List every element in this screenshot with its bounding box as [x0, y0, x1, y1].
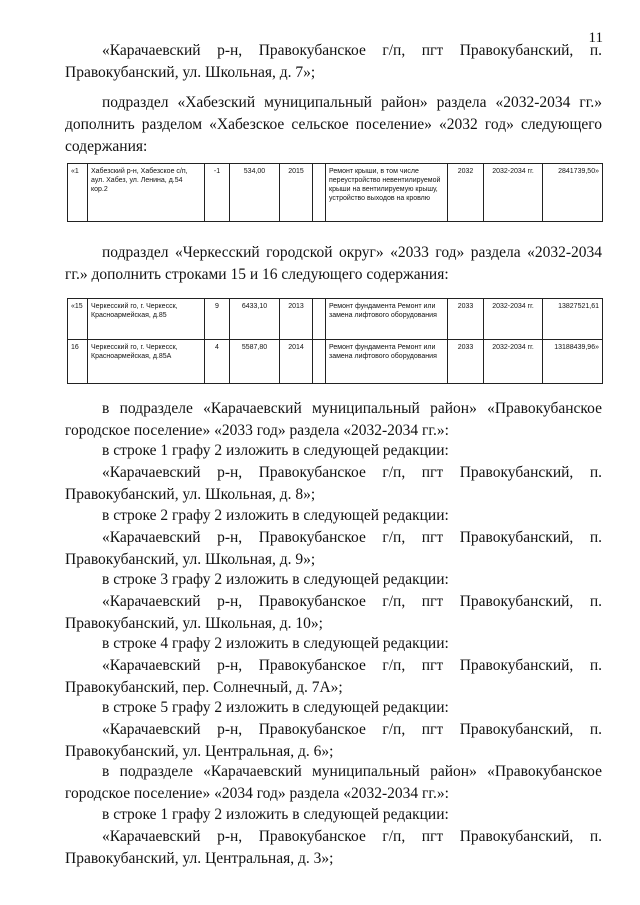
cell-plan-year: 2033 [448, 299, 484, 340]
cell-empty [313, 340, 326, 384]
cell-plan-year: 2033 [448, 340, 484, 384]
paragraph-address-8: «Карачаевский р-н, Правокубанское г/п, пгт Правокубанский, п. Правокубанский, ул. Школьная, д. 8»; [65, 464, 602, 503]
paragraph-pravokubanskoe-2033: в подразделе «Карачаевский муниципальный район» «Правокубанское городское поселение» «2033 год» раздела «2032-2034 гг.»: [65, 400, 602, 439]
cell-period: 2032-2034 гг. [484, 340, 543, 384]
table-row [68, 340, 603, 384]
cell-work-type: Ремонт фундамента Ремонт или замена лифтового оборудования [326, 340, 448, 384]
table-cherkessk [67, 298, 603, 384]
cell-plan-year: 2032 [448, 164, 484, 222]
cell-column-3: -1 [205, 164, 230, 222]
paragraph-khabez-subsection: подраздел «Хабезский муниципальный район» раздела «2032-2034 гг.» дополнить разделом «Хабезское сельское поселение» «2032 год» следующего содержания: [65, 94, 602, 155]
paragraph-cherkessk-subsection: подраздел «Черкесский городской округ» «2033 год» раздела «2032-2034 гг.» дополнить строками 15 и 16 следующего содержания: [65, 244, 602, 283]
cell-column-3: 4 [205, 340, 230, 384]
paragraph-address-6: «Карачаевский р-н, Правокубанское г/п, пгт Правокубанский, п. Правокубанский, ул. Центральная, д. 6»; [65, 721, 602, 760]
page-number: 11 [588, 30, 603, 46]
cell-year-built: 2015 [280, 164, 313, 222]
cell-year-built: 2013 [280, 299, 313, 340]
cell-area: 5587,80 [230, 340, 280, 384]
paragraph-row-1-instruction-2034: в строке 1 графу 2 изложить в следующей редакции: [102, 806, 449, 823]
cell-address: Хабезский р-н, Хабезское с/п, аул. Хабез, ул. Ленина, д.54 кор.2 [88, 164, 205, 222]
cell-row-number: «1 [68, 164, 88, 222]
paragraph-address-7: «Карачаевский р-н, Правокубанское г/п, пгт Правокубанский, п. Правокубанский, ул. Школьная, д. 7»; [65, 42, 602, 81]
cell-empty [313, 164, 326, 222]
paragraph-row-1-instruction: в строке 1 графу 2 изложить в следующей редакции: [102, 442, 449, 459]
cell-period: 2032-2034 гг. [484, 164, 543, 222]
cell-row-number: «15 [68, 299, 88, 340]
paragraph-row-3-instruction: в строке 3 графу 2 изложить в следующей редакции: [102, 571, 449, 588]
paragraph-address-7a: «Карачаевский р-н, Правокубанское г/п, пгт Правокубанский, п. Правокубанский, пер. Солнечный, д. 7А»; [65, 657, 602, 696]
table-khabez [67, 163, 603, 222]
cell-year-built: 2014 [280, 340, 313, 384]
cell-period: 2032-2034 гг. [484, 299, 543, 340]
cell-work-type: Ремонт фундамента Ремонт или замена лифтового оборудования [326, 299, 448, 340]
paragraph-row-2-instruction: в строке 2 графу 2 изложить в следующей редакции: [102, 507, 449, 524]
cell-address: Черкесский го, г. Черкесск, Красноармейская, д.85 [88, 299, 205, 340]
cell-address: Черкесский го, г. Черкесск, Красноармейская, д.85А [88, 340, 205, 384]
cell-column-3: 9 [205, 299, 230, 340]
cell-row-number: 16 [68, 340, 88, 384]
cell-work-type: Ремонт крыши, в том числе переустройство невентилируемой крыши на вентилируемую крышу, устройство выходов на кровлю [326, 164, 448, 222]
paragraph-address-9: «Карачаевский р-н, Правокубанское г/п, пгт Правокубанский, п. Правокубанский, ул. Школьная, д. 9»; [65, 529, 602, 568]
cell-cost: 2841739,50» [543, 164, 603, 222]
paragraph-address-3: «Карачаевский р-н, Правокубанское г/п, пгт Правокубанский, п. Правокубанский, ул. Центральная, д. 3»; [65, 828, 602, 867]
paragraph-pravokubanskoe-2034: в подразделе «Карачаевский муниципальный район» «Правокубанское городское поселение» «2034 год» раздела «2032-2034 гг.»: [65, 763, 602, 802]
cell-area: 6433,10 [230, 299, 280, 340]
table-row [68, 299, 603, 340]
cell-cost: 13827521,61 [543, 299, 603, 340]
cell-empty [313, 299, 326, 340]
paragraph-row-5-instruction: в строке 5 графу 2 изложить в следующей редакции: [102, 699, 449, 716]
paragraph-row-4-instruction: в строке 4 графу 2 изложить в следующей редакции: [102, 635, 449, 652]
table-row [68, 164, 603, 222]
cell-area: 534,00 [230, 164, 280, 222]
cell-cost: 13188439,96» [543, 340, 603, 384]
paragraph-address-10: «Карачаевский р-н, Правокубанское г/п, пгт Правокубанский, п. Правокубанский, ул. Школьная, д. 10»; [65, 593, 602, 632]
